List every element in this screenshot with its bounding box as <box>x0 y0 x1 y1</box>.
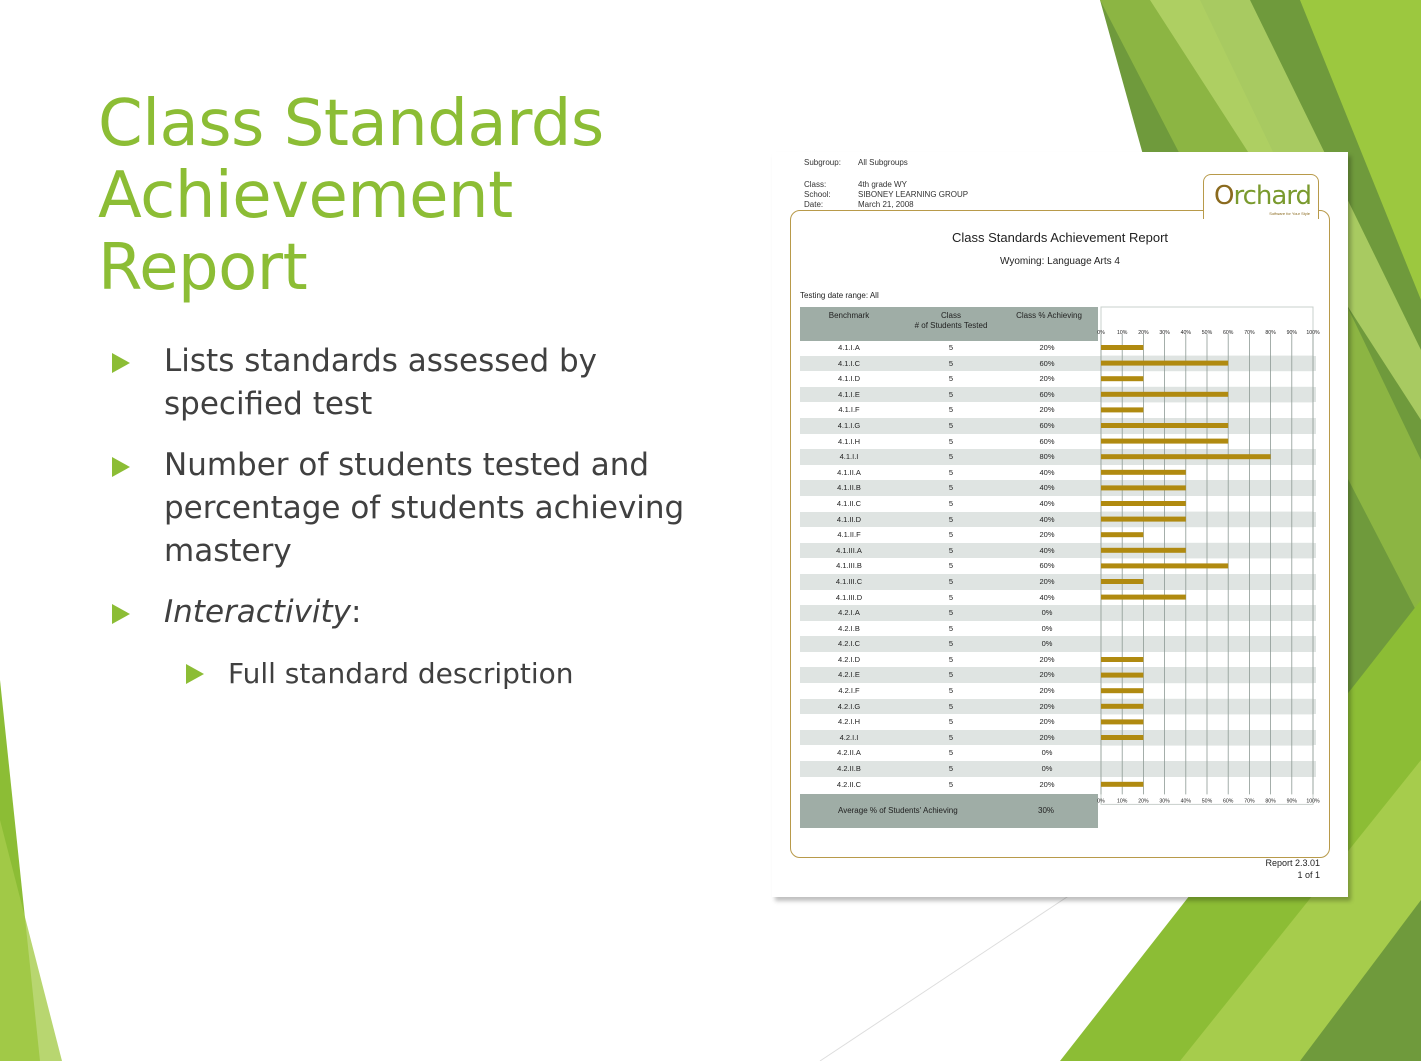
students-cell: 5 <box>948 732 954 742</box>
students-cell: 5 <box>948 358 954 368</box>
percent-cell: 20% <box>1039 701 1055 711</box>
report-image <box>772 152 1348 897</box>
achievement-bar <box>1101 563 1228 568</box>
achievement-bar <box>1101 501 1186 506</box>
benchmark-cell: 4.2.II.B <box>837 764 861 774</box>
percent-cell: 20% <box>1039 732 1055 742</box>
benchmark-cell: 4.1.II.A <box>837 467 861 477</box>
students-cell: 5 <box>948 779 954 789</box>
percent-cell: 60% <box>1039 389 1055 399</box>
achievement-bar <box>1101 345 1143 350</box>
achievement-bar <box>1101 657 1143 662</box>
average-value: 30% <box>1038 806 1055 815</box>
benchmark-cell: 4.1.I.C <box>837 358 861 368</box>
students-cell: 5 <box>948 639 954 649</box>
percent-cell: 60% <box>1039 358 1055 368</box>
orchard-logo: Orchard Software for Your Style <box>1203 174 1319 219</box>
percent-cell: 20% <box>1039 374 1055 384</box>
students-cell: 5 <box>948 452 954 462</box>
triangle-bullet-icon <box>112 604 130 624</box>
percent-cell: 0% <box>1041 608 1053 618</box>
average-row <box>800 794 1098 828</box>
bullet-list <box>112 340 712 713</box>
benchmark-cell: 4.2.II.A <box>837 748 861 758</box>
achievement-bar <box>1101 485 1186 490</box>
students-cell: 5 <box>948 592 954 602</box>
tick-label-bottom: 60% <box>1223 798 1234 805</box>
tick-label-top: 100% <box>1306 330 1320 336</box>
tick-label-bottom: 70% <box>1244 798 1255 805</box>
tick-label-top: 50% <box>1201 330 1213 336</box>
benchmark-cell: 4.2.I.D <box>837 654 861 664</box>
percent-cell: 20% <box>1039 686 1055 696</box>
benchmark-cell: 4.1.II.D <box>836 514 862 524</box>
students-cell: 5 <box>948 561 954 571</box>
achievement-bar-chart <box>1096 307 1318 807</box>
tick-label-bottom: 50% <box>1201 798 1213 805</box>
achievement-bar <box>1101 735 1143 740</box>
report-date-range: Testing date range: All <box>800 291 879 300</box>
report-subgroup: Subgroup: All Subgroups <box>804 158 908 167</box>
average-label: Average % of Students' Achieving <box>838 806 958 815</box>
tick-label-top: 20% <box>1138 330 1149 336</box>
percent-cell: 60% <box>1039 561 1055 571</box>
students-cell: 5 <box>948 420 954 430</box>
benchmark-cell: 4.2.I.G <box>837 701 861 711</box>
benchmark-cell: 4.1.I.D <box>837 374 861 384</box>
students-cell: 5 <box>948 545 954 555</box>
benchmark-cell: 4.1.III.A <box>836 545 862 555</box>
students-cell: 5 <box>948 654 954 664</box>
students-cell: 5 <box>948 764 954 774</box>
report-title: Class Standards Achievement Report <box>951 230 1169 245</box>
tick-label-top: 90% <box>1286 330 1297 336</box>
tick-label-top: 30% <box>1159 330 1170 336</box>
percent-cell: 40% <box>1039 514 1055 524</box>
sub-bullet-item: Full standard description <box>186 652 712 695</box>
percent-cell: 0% <box>1041 748 1053 758</box>
triangle-bullet-icon <box>112 353 130 373</box>
benchmark-cell: 4.2.I.E <box>838 670 860 680</box>
percent-cell: 20% <box>1039 670 1055 680</box>
benchmark-cell: 4.1.I.I <box>839 452 859 462</box>
tick-label-bottom: 100% <box>1306 798 1320 805</box>
triangle-bullet-icon <box>186 664 204 684</box>
benchmark-cell: 4.2.I.A <box>838 608 860 618</box>
header-class: Class # of Students Tested <box>914 311 988 330</box>
report-date: Date: March 21, 2008 <box>804 200 914 209</box>
header-benchmark: Benchmark <box>828 311 870 320</box>
tick-label-bottom: 0% <box>1097 798 1105 805</box>
tick-label-top: 40% <box>1180 330 1191 336</box>
achievement-bar <box>1101 439 1228 444</box>
benchmark-cell: 4.1.III.D <box>835 592 863 602</box>
achievement-bar <box>1101 548 1186 553</box>
students-cell: 5 <box>948 467 954 477</box>
report-school: School: SIBONEY LEARNING GROUP <box>804 190 969 199</box>
students-cell: 5 <box>948 686 954 696</box>
percent-cell: 40% <box>1039 483 1055 493</box>
percent-cell: 0% <box>1041 764 1053 774</box>
students-cell: 5 <box>948 623 954 633</box>
percent-cell: 0% <box>1041 639 1053 649</box>
percent-cell: 20% <box>1039 717 1055 727</box>
achievement-bar <box>1101 595 1186 600</box>
percent-cell: 0% <box>1041 623 1053 633</box>
report-subtitle: Wyoming: Language Arts 4 <box>1000 256 1120 267</box>
students-cell: 5 <box>948 530 954 540</box>
benchmark-cell: 4.1.III.B <box>836 561 862 571</box>
achievement-bar <box>1101 423 1228 428</box>
triangle-bullet-icon <box>112 457 130 477</box>
percent-cell: 20% <box>1039 530 1055 540</box>
students-cell: 5 <box>948 374 954 384</box>
percent-cell: 60% <box>1039 436 1055 446</box>
students-cell: 5 <box>948 389 954 399</box>
tick-label-bottom: 80% <box>1265 798 1276 805</box>
benchmark-cell: 4.1.II.B <box>837 483 861 493</box>
achievement-bar <box>1101 517 1186 522</box>
achievement-bar <box>1101 704 1143 709</box>
tick-label-top: 0% <box>1097 330 1105 336</box>
benchmark-cell: 4.1.I.A <box>838 343 860 352</box>
percent-cell: 80% <box>1039 452 1055 462</box>
percent-cell: 20% <box>1039 405 1055 415</box>
tick-label-top: 80% <box>1265 330 1276 336</box>
achievement-bar <box>1101 719 1143 724</box>
tick-label-top: 60% <box>1223 330 1234 336</box>
benchmark-cell: 4.1.III.C <box>835 576 863 586</box>
percent-cell: 20% <box>1039 343 1055 352</box>
students-cell: 5 <box>948 670 954 680</box>
students-cell: 5 <box>948 748 954 758</box>
bullet-item: Number of students tested and percentage of students achieving mastery <box>112 444 712 573</box>
benchmark-cell: 4.2.I.F <box>838 686 860 696</box>
bullet-emphasis: Interactivity <box>164 594 352 630</box>
benchmark-cell: 4.2.I.B <box>838 623 860 633</box>
achievement-bar <box>1101 392 1228 397</box>
achievement-bar <box>1101 673 1143 678</box>
bullet-item: Interactivity: <box>112 591 712 634</box>
benchmark-cell: 4.2.II.C <box>836 779 862 789</box>
students-cell: 5 <box>948 576 954 586</box>
students-cell: 5 <box>948 405 954 415</box>
benchmark-cell: 4.2.I.I <box>839 732 859 742</box>
achievement-bar <box>1101 782 1143 787</box>
tick-label-top: 10% <box>1117 330 1128 336</box>
students-cell: 5 <box>948 608 954 618</box>
achievement-bar <box>1101 361 1228 366</box>
slide-title: Class Standards Achievement Report <box>98 87 604 305</box>
benchmark-cell: 4.1.II.F <box>837 530 861 540</box>
benchmark-cell: 4.1.II.C <box>836 498 862 508</box>
achievement-bar <box>1101 688 1143 693</box>
achievement-bar <box>1101 454 1271 459</box>
bullet-item: Lists standards assessed by specified test <box>112 340 712 426</box>
header-pct: Class % Achieving <box>1016 311 1082 320</box>
students-cell: 5 <box>948 498 954 508</box>
tick-label-bottom: 30% <box>1159 798 1170 805</box>
benchmark-cell: 4.1.I.H <box>837 436 861 446</box>
report-class: Class: 4th grade WY <box>804 180 907 189</box>
tick-label-bottom: 20% <box>1138 798 1149 805</box>
tick-label-bottom: 40% <box>1180 798 1191 805</box>
benchmark-cell: 4.2.I.H <box>837 717 861 727</box>
report-footer: Report 2.3.01 1 of 1 <box>1265 858 1320 880</box>
achievement-bar <box>1101 470 1186 475</box>
percent-cell: 20% <box>1039 779 1055 789</box>
benchmark-cell: 4.1.I.E <box>838 389 860 399</box>
achievement-bar <box>1101 407 1143 412</box>
percent-cell: 40% <box>1039 592 1055 602</box>
students-cell: 5 <box>948 483 954 493</box>
percent-cell: 20% <box>1039 654 1055 664</box>
benchmark-cell: 4.2.I.C <box>837 639 861 649</box>
students-cell: 5 <box>948 701 954 711</box>
percent-cell: 40% <box>1039 467 1055 477</box>
table-header <box>800 307 1098 341</box>
tick-label-bottom: 10% <box>1117 798 1128 805</box>
achievement-bar <box>1101 376 1143 381</box>
percent-cell: 40% <box>1039 498 1055 508</box>
tick-label-top: 70% <box>1244 330 1255 336</box>
students-cell: 5 <box>948 436 954 446</box>
students-cell: 5 <box>948 717 954 727</box>
benchmark-cell: 4.1.I.F <box>838 405 860 415</box>
tick-label-bottom: 90% <box>1286 798 1297 805</box>
achievement-bar <box>1101 532 1143 537</box>
achievement-bar <box>1101 579 1143 584</box>
percent-cell: 20% <box>1039 576 1055 586</box>
percent-cell: 40% <box>1039 545 1055 555</box>
percent-cell: 60% <box>1039 420 1055 430</box>
benchmark-cell: 4.1.I.G <box>837 420 861 430</box>
students-cell: 5 <box>948 514 954 524</box>
students-cell: 5 <box>948 343 954 352</box>
